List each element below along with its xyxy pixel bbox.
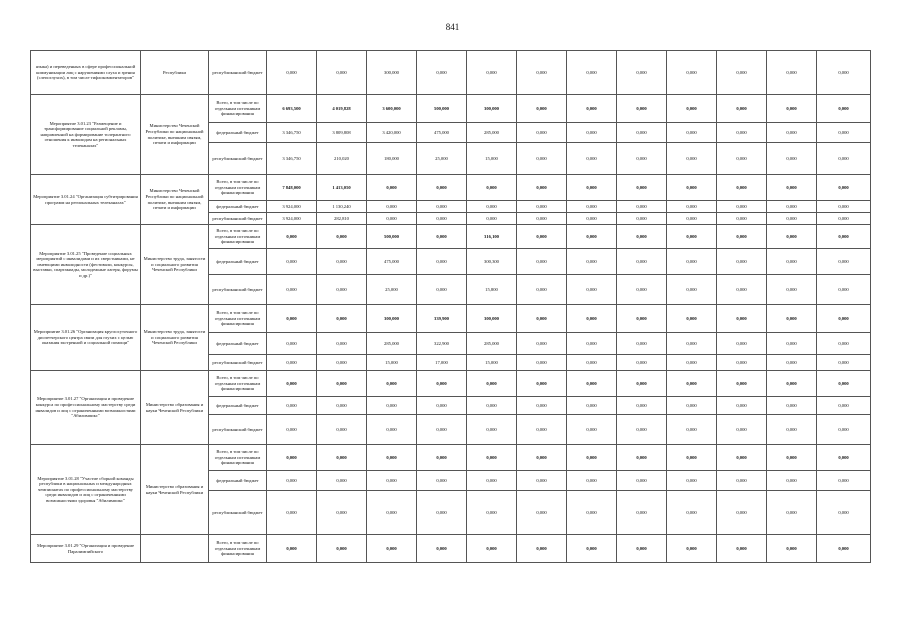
- amount-cell: 15,000: [467, 355, 517, 371]
- page-number: 841: [445, 22, 460, 32]
- amount-cell: 0,000: [317, 355, 367, 371]
- measure-description: Мероприятие 3.01.29 "Организация и проведение Паралимпийского: [31, 535, 141, 563]
- amount-cell: 0,000: [567, 305, 617, 333]
- amount-cell: 0,000: [817, 535, 871, 563]
- amount-cell: 0,000: [617, 397, 667, 415]
- amount-cell: 0,000: [617, 471, 667, 491]
- amount-cell: 316,100: [467, 225, 517, 249]
- funding-source-cell: Всего, в том числе по отдельным источникам финансирования: [209, 95, 267, 123]
- measure-description: Мероприятие 3.01.23 "Размещение и трансформирование социальной рекламы, направленной на формирование толерантного отношения к инвалидам на региональных телеканалах": [31, 95, 141, 175]
- amount-cell: 0,000: [417, 213, 467, 225]
- funding-source-cell: федеральный бюджет: [209, 249, 267, 275]
- amount-cell: 0,000: [817, 305, 871, 333]
- amount-cell: 0,000: [417, 491, 467, 535]
- funding-source-cell: федеральный бюджет: [209, 333, 267, 355]
- amount-cell: 0,000: [667, 225, 717, 249]
- table-row: [31, 445, 871, 471]
- amount-cell: 0,000: [467, 51, 517, 95]
- funding-source-cell: Всего, в том числе по отдельным источникам финансирования: [209, 535, 267, 563]
- amount-cell: 0,000: [767, 225, 817, 249]
- amount-cell: 0,000: [567, 445, 617, 471]
- funding-source-cell: федеральный бюджет: [209, 201, 267, 213]
- executor-cell: Министерство образования и науки Чеченской Республики: [141, 371, 209, 445]
- amount-cell: 0,000: [817, 123, 871, 143]
- amount-cell: 0,000: [517, 491, 567, 535]
- amount-cell: 0,000: [667, 305, 717, 333]
- funding-source-cell: Всего, в том числе по отдельным источникам финансирования: [209, 225, 267, 249]
- amount-cell: 282,810: [317, 213, 367, 225]
- amount-cell: 0,000: [767, 355, 817, 371]
- amount-cell: 210,020: [317, 143, 367, 175]
- amount-cell: 0,000: [817, 275, 871, 305]
- amount-cell: 475,000: [417, 123, 467, 143]
- amount-cell: 0,000: [767, 471, 817, 491]
- amount-cell: 0,000: [567, 355, 617, 371]
- amount-cell: 0,000: [267, 305, 317, 333]
- amount-cell: 0,000: [417, 371, 467, 397]
- amount-cell: 0,000: [567, 201, 617, 213]
- amount-cell: 0,000: [767, 249, 817, 275]
- amount-cell: 0,000: [517, 445, 567, 471]
- amount-cell: 0,000: [817, 213, 871, 225]
- amount-cell: 0,000: [517, 249, 567, 275]
- amount-cell: 0,000: [467, 213, 517, 225]
- amount-cell: 0,000: [267, 51, 317, 95]
- amount-cell: 0,000: [767, 333, 817, 355]
- amount-cell: 0,000: [667, 175, 717, 201]
- amount-cell: 0,000: [567, 333, 617, 355]
- amount-cell: 0,000: [667, 471, 717, 491]
- amount-cell: 0,000: [767, 123, 817, 143]
- amount-cell: 0,000: [567, 397, 617, 415]
- measure-description: Мероприятие 3.01.26 "Организация круглосуточного диспетчерского центра связи для глухих с целью оказания экстренной и социальной помощи": [31, 305, 141, 371]
- amount-cell: 0,000: [617, 213, 667, 225]
- amount-cell: 0,000: [467, 175, 517, 201]
- amount-cell: 3 346,750: [267, 143, 317, 175]
- budget-table: [30, 50, 871, 563]
- funding-source-cell: республиканский бюджет: [209, 51, 267, 95]
- amount-cell: 3 924,000: [267, 213, 317, 225]
- amount-cell: 0,000: [367, 415, 417, 445]
- amount-cell: 7 848,000: [267, 175, 317, 201]
- amount-cell: 0,000: [267, 445, 317, 471]
- amount-cell: 0,000: [767, 397, 817, 415]
- amount-cell: 0,000: [817, 471, 871, 491]
- amount-cell: 0,000: [817, 355, 871, 371]
- amount-cell: 0,000: [517, 175, 567, 201]
- amount-cell: 0,000: [267, 471, 317, 491]
- table-row: [31, 305, 871, 333]
- amount-cell: 0,000: [767, 415, 817, 445]
- amount-cell: 0,000: [767, 491, 817, 535]
- amount-cell: 0,000: [317, 371, 367, 397]
- amount-cell: 0,000: [817, 371, 871, 397]
- amount-cell: 0,000: [617, 333, 667, 355]
- amount-cell: 0,000: [717, 445, 767, 471]
- executor-cell: Министерство труда, занятости и социального развития Чеченской Республики: [141, 305, 209, 371]
- amount-cell: 0,000: [567, 51, 617, 95]
- amount-cell: 0,000: [717, 201, 767, 213]
- amount-cell: 0,000: [617, 225, 667, 249]
- measure-description: Мероприятие 3.01.28 "Участие сборной команды республики в национальных и международных чемпионатах по профессиональному мастерству среди инвалидов и лиц с ограниченными возможностями здоровья "Абилимпикс": [31, 445, 141, 535]
- amount-cell: 0,000: [517, 275, 567, 305]
- table-row: [31, 535, 871, 563]
- amount-cell: 0,000: [567, 213, 617, 225]
- amount-cell: 0,000: [817, 51, 871, 95]
- amount-cell: 0,000: [667, 143, 717, 175]
- amount-cell: 0,000: [717, 213, 767, 225]
- amount-cell: 0,000: [317, 397, 367, 415]
- amount-cell: 0,000: [517, 355, 567, 371]
- amount-cell: 0,000: [667, 445, 717, 471]
- amount-cell: 3 924,000: [267, 201, 317, 213]
- amount-cell: 0,000: [267, 249, 317, 275]
- amount-cell: 0,000: [767, 535, 817, 563]
- amount-cell: 0,000: [817, 175, 871, 201]
- amount-cell: 0,000: [667, 213, 717, 225]
- amount-cell: 0,000: [767, 445, 817, 471]
- amount-cell: 0,000: [717, 305, 767, 333]
- funding-source-cell: федеральный бюджет: [209, 397, 267, 415]
- measure-description: языка) и переведенных в сфере профессиональной коммуникации лиц с нарушениями слуха и зрения (слепоглухих), в том числе тифлокомментаторов": [31, 51, 141, 95]
- amount-cell: 0,000: [817, 333, 871, 355]
- funding-source-cell: Всего, в том числе по отдельным источникам финансирования: [209, 371, 267, 397]
- amount-cell: 0,000: [617, 445, 667, 471]
- amount-cell: 0,000: [517, 51, 567, 95]
- amount-cell: 0,000: [517, 123, 567, 143]
- funding-source-cell: Всего, в том числе по отдельным источникам финансирования: [209, 175, 267, 201]
- amount-cell: 285,000: [467, 123, 517, 143]
- amount-cell: 0,000: [617, 275, 667, 305]
- amount-cell: 3 600,000: [367, 95, 417, 123]
- amount-cell: 0,000: [717, 535, 767, 563]
- funding-source-cell: республиканский бюджет: [209, 275, 267, 305]
- amount-cell: 0,000: [717, 51, 767, 95]
- amount-cell: 475,000: [367, 249, 417, 275]
- amount-cell: 6 693,500: [267, 95, 317, 123]
- amount-cell: 0,000: [417, 445, 467, 471]
- amount-cell: 0,000: [817, 95, 871, 123]
- amount-cell: 285,000: [367, 333, 417, 355]
- amount-cell: 0,000: [517, 201, 567, 213]
- executor-cell: Министерство Чеченской Республики по национальной политике, внешним связям, печати и информации: [141, 175, 209, 225]
- amount-cell: 0,000: [767, 213, 817, 225]
- amount-cell: 500,000: [367, 225, 417, 249]
- measure-description: Мероприятие 3.01.27 "Организация и проведение конкурса по профессиональному мастерству среди инвалидов и лиц с ограниченными возможностями "Абилимпикс": [31, 371, 141, 445]
- amount-cell: 0,000: [467, 415, 517, 445]
- funding-source-cell: республиканский бюджет: [209, 213, 267, 225]
- amount-cell: 0,000: [667, 275, 717, 305]
- amount-cell: 0,000: [817, 445, 871, 471]
- amount-cell: 0,000: [367, 535, 417, 563]
- amount-cell: 0,000: [417, 201, 467, 213]
- table-row: [31, 95, 871, 123]
- amount-cell: 0,000: [467, 371, 517, 397]
- amount-cell: 0,000: [667, 123, 717, 143]
- amount-cell: 0,000: [717, 397, 767, 415]
- amount-cell: 0,000: [717, 275, 767, 305]
- amount-cell: 0,000: [467, 201, 517, 213]
- amount-cell: 0,000: [517, 371, 567, 397]
- amount-cell: 0,000: [717, 225, 767, 249]
- amount-cell: 0,000: [417, 175, 467, 201]
- amount-cell: 3 346,750: [267, 123, 317, 143]
- amount-cell: 300,000: [467, 95, 517, 123]
- amount-cell: 0,000: [567, 491, 617, 535]
- funding-source-cell: федеральный бюджет: [209, 123, 267, 143]
- amount-cell: 0,000: [517, 333, 567, 355]
- amount-cell: 0,000: [317, 445, 367, 471]
- table-row: [31, 225, 871, 249]
- table-body: [31, 51, 871, 563]
- amount-cell: 0,000: [267, 397, 317, 415]
- amount-cell: 0,000: [617, 305, 667, 333]
- amount-cell: 0,000: [367, 397, 417, 415]
- amount-cell: 0,000: [717, 333, 767, 355]
- amount-cell: 0,000: [717, 371, 767, 397]
- amount-cell: 0,000: [317, 535, 367, 563]
- amount-cell: 0,000: [317, 225, 367, 249]
- amount-cell: 0,000: [467, 535, 517, 563]
- amount-cell: 0,000: [567, 175, 617, 201]
- amount-cell: 0,000: [467, 445, 517, 471]
- funding-source-cell: федеральный бюджет: [209, 471, 267, 491]
- amount-cell: 0,000: [567, 535, 617, 563]
- amount-cell: 0,000: [767, 51, 817, 95]
- amount-cell: 0,000: [517, 415, 567, 445]
- amount-cell: 0,000: [317, 51, 367, 95]
- amount-cell: 0,000: [467, 397, 517, 415]
- amount-cell: 0,000: [567, 371, 617, 397]
- amount-cell: 15,000: [467, 143, 517, 175]
- amount-cell: 0,000: [367, 491, 417, 535]
- amount-cell: 0,000: [767, 305, 817, 333]
- amount-cell: 0,000: [417, 249, 467, 275]
- amount-cell: 0,000: [617, 201, 667, 213]
- funding-source-cell: республиканский бюджет: [209, 355, 267, 371]
- amount-cell: 300,300: [467, 249, 517, 275]
- amount-cell: 0,000: [817, 249, 871, 275]
- amount-cell: 0,000: [367, 445, 417, 471]
- amount-cell: 0,000: [517, 305, 567, 333]
- amount-cell: 0,000: [667, 201, 717, 213]
- amount-cell: 0,000: [417, 225, 467, 249]
- amount-cell: 0,000: [317, 305, 367, 333]
- amount-cell: 0,000: [667, 371, 717, 397]
- funding-source-cell: республиканский бюджет: [209, 491, 267, 535]
- amount-cell: 0,000: [367, 201, 417, 213]
- executor-cell: Министерство образования и науки Чеченской Республики: [141, 445, 209, 535]
- amount-cell: 0,000: [467, 471, 517, 491]
- amount-cell: 0,000: [267, 355, 317, 371]
- funding-source-cell: республиканский бюджет: [209, 415, 267, 445]
- amount-cell: 322,900: [417, 333, 467, 355]
- amount-cell: 0,000: [717, 355, 767, 371]
- amount-cell: 300,000: [467, 305, 517, 333]
- amount-cell: 0,000: [567, 95, 617, 123]
- amount-cell: 0,000: [767, 275, 817, 305]
- amount-cell: 300,000: [367, 51, 417, 95]
- amount-cell: 0,000: [367, 371, 417, 397]
- amount-cell: 0,000: [467, 491, 517, 535]
- amount-cell: 0,000: [667, 355, 717, 371]
- amount-cell: 17,000: [417, 355, 467, 371]
- amount-cell: 0,000: [767, 201, 817, 213]
- amount-cell: 25,000: [417, 143, 467, 175]
- amount-cell: 0,000: [567, 415, 617, 445]
- amount-cell: 0,000: [517, 397, 567, 415]
- amount-cell: 0,000: [417, 535, 467, 563]
- amount-cell: 0,000: [517, 535, 567, 563]
- amount-cell: 0,000: [267, 225, 317, 249]
- amount-cell: 0,000: [667, 491, 717, 535]
- amount-cell: 0,000: [667, 51, 717, 95]
- amount-cell: 0,000: [517, 95, 567, 123]
- amount-cell: 0,000: [367, 175, 417, 201]
- measure-description: Мероприятие 3.01.24 "Организация субтитрирования программ на региональных телеканалах": [31, 175, 141, 225]
- amount-cell: 0,000: [767, 95, 817, 123]
- amount-cell: 15,800: [467, 275, 517, 305]
- amount-cell: 0,000: [317, 249, 367, 275]
- executor-cell: Министерство труда, занятости и социального развития Чеченской Республики: [141, 225, 209, 305]
- amount-cell: 0,000: [517, 143, 567, 175]
- amount-cell: 0,000: [267, 535, 317, 563]
- amount-cell: 0,000: [817, 415, 871, 445]
- amount-cell: 0,000: [767, 143, 817, 175]
- amount-cell: 0,000: [617, 51, 667, 95]
- amount-cell: 0,000: [517, 471, 567, 491]
- executor-cell: Республики: [141, 51, 209, 95]
- amount-cell: 0,000: [567, 123, 617, 143]
- amount-cell: 3 420,000: [367, 123, 417, 143]
- amount-cell: 0,000: [567, 471, 617, 491]
- funding-source-cell: республиканский бюджет: [209, 143, 267, 175]
- amount-cell: 0,000: [317, 415, 367, 445]
- executor-cell: Министерство Чеченской Республики по национальной политике, внешним связям, печати и информации: [141, 95, 209, 175]
- amount-cell: 0,000: [717, 95, 767, 123]
- amount-cell: 0,000: [417, 397, 467, 415]
- amount-cell: 0,000: [417, 51, 467, 95]
- amount-cell: 0,000: [767, 371, 817, 397]
- amount-cell: 0,000: [567, 275, 617, 305]
- amount-cell: 0,000: [617, 249, 667, 275]
- amount-cell: 0,000: [367, 213, 417, 225]
- amount-cell: 0,000: [667, 535, 717, 563]
- amount-cell: 0,000: [617, 415, 667, 445]
- executor-cell: [141, 535, 209, 563]
- table-row: [31, 175, 871, 201]
- amount-cell: 0,000: [317, 491, 367, 535]
- table-row: [31, 371, 871, 397]
- amount-cell: 500,000: [417, 95, 467, 123]
- amount-cell: 0,000: [617, 95, 667, 123]
- amount-cell: 0,000: [567, 143, 617, 175]
- amount-cell: 0,000: [617, 491, 667, 535]
- amount-cell: 0,000: [567, 249, 617, 275]
- amount-cell: 0,000: [617, 371, 667, 397]
- amount-cell: 0,000: [617, 535, 667, 563]
- amount-cell: 1 413,050: [317, 175, 367, 201]
- amount-cell: 0,000: [717, 415, 767, 445]
- amount-cell: 0,000: [717, 123, 767, 143]
- amount-cell: 0,000: [517, 213, 567, 225]
- amount-cell: 0,000: [667, 333, 717, 355]
- amount-cell: 0,000: [267, 491, 317, 535]
- amount-cell: 0,000: [617, 175, 667, 201]
- amount-cell: 4 019,828: [317, 95, 367, 123]
- amount-cell: 0,000: [717, 471, 767, 491]
- table-row: [31, 51, 871, 95]
- amount-cell: 15,000: [367, 355, 417, 371]
- amount-cell: 0,000: [817, 225, 871, 249]
- amount-cell: 0,000: [667, 249, 717, 275]
- amount-cell: 0,000: [317, 275, 367, 305]
- amount-cell: 0,000: [667, 397, 717, 415]
- amount-cell: 3 809,808: [317, 123, 367, 143]
- amount-cell: 0,000: [517, 225, 567, 249]
- amount-cell: 180,000: [367, 143, 417, 175]
- amount-cell: 0,000: [267, 275, 317, 305]
- amount-cell: 0,000: [717, 143, 767, 175]
- amount-cell: 0,000: [417, 471, 467, 491]
- amount-cell: 1 130,240: [317, 201, 367, 213]
- amount-cell: 0,000: [617, 123, 667, 143]
- funding-source-cell: Всего, в том числе по отдельным источникам финансирования: [209, 305, 267, 333]
- amount-cell: 0,000: [817, 491, 871, 535]
- amount-cell: 0,000: [717, 491, 767, 535]
- amount-cell: 0,000: [717, 249, 767, 275]
- amount-cell: 0,000: [667, 415, 717, 445]
- amount-cell: 0,000: [417, 275, 467, 305]
- amount-cell: 339,900: [417, 305, 467, 333]
- amount-cell: 0,000: [367, 471, 417, 491]
- amount-cell: 0,000: [717, 175, 767, 201]
- amount-cell: 0,000: [317, 471, 367, 491]
- amount-cell: 0,000: [267, 371, 317, 397]
- amount-cell: 300,000: [367, 305, 417, 333]
- amount-cell: 0,000: [817, 397, 871, 415]
- amount-cell: 0,000: [317, 333, 367, 355]
- amount-cell: 0,000: [417, 415, 467, 445]
- amount-cell: 285,000: [467, 333, 517, 355]
- amount-cell: 25,000: [367, 275, 417, 305]
- measure-description: Мероприятие 3.01.25 "Проведение социальных мероприятий с инвалидами и их сверстниками, не имеющими инвалидности (фестивали, конкурсы, выставки, спартакиады, молодежные лагеря, форумы и др.)": [31, 225, 141, 305]
- funding-source-cell: Всего, в том числе по отдельным источникам финансирования: [209, 445, 267, 471]
- amount-cell: 0,000: [667, 95, 717, 123]
- amount-cell: 0,000: [617, 355, 667, 371]
- amount-cell: 0,000: [567, 225, 617, 249]
- amount-cell: 0,000: [267, 333, 317, 355]
- amount-cell: 0,000: [617, 143, 667, 175]
- amount-cell: 0,000: [817, 201, 871, 213]
- amount-cell: 0,000: [817, 143, 871, 175]
- amount-cell: 0,000: [267, 415, 317, 445]
- amount-cell: 0,000: [767, 175, 817, 201]
